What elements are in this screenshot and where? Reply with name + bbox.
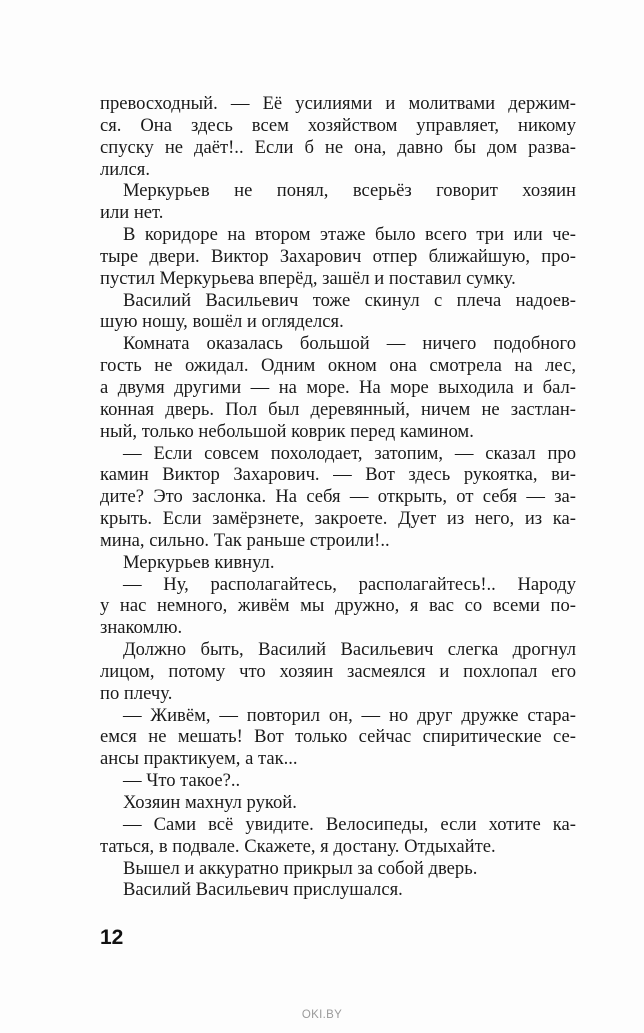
text-line: Должно быть, Василий Васильевич слегка дрогнул	[123, 639, 576, 661]
text-line: Меркурьев кивнул.	[123, 551, 275, 573]
text-line: — Ну, располагайтесь, располагайтесь!.. Народу	[123, 573, 576, 595]
body-text	[100, 93, 576, 901]
text-line: емся не мешать! Вот только сейчас спиритические се-	[100, 726, 576, 748]
text-line: В коридоре на втором этаже было всего три или че-	[123, 224, 576, 246]
text-line: превосходный. — Её усилиями и молитвами держим-	[100, 93, 576, 114]
text-line: ансы практикуем, а так...	[100, 748, 298, 770]
text-line: таться, в подвале. Скажете, я достану. Отдыхайте.	[100, 835, 496, 857]
text-line: гость не ожидал. Одним окном она смотрела на лес,	[100, 355, 576, 377]
text-line: а двумя другими — на море. На море выходила и бал-	[100, 376, 576, 398]
text-line: Комната оказалась большой — ничего подобного	[123, 333, 576, 355]
text-line: конная дверь. Пол был деревянный, ничем не застлан-	[100, 398, 576, 420]
text-line: лился.	[100, 158, 150, 180]
text-line: Меркурьев не понял, всерьёз говорит хозяин	[123, 180, 576, 202]
text-line: — Живём, — повторил он, — но друг дружке стара-	[123, 704, 576, 726]
text-line: — Если совсем похолодает, затопим, — сказал про	[123, 442, 576, 464]
page-number: 12	[100, 926, 124, 949]
text-line: — Сами всё увидите. Велосипеды, если хотите ка-	[123, 813, 576, 835]
text-line: пустил Меркурьева вперёд, зашёл и поставил сумку.	[100, 267, 516, 289]
text-line: ный, только небольшой коврик перед камином.	[100, 420, 474, 442]
text-line: Вышел и аккуратно прикрыл за собой дверь.	[123, 857, 478, 879]
text-line: знакомлю.	[100, 617, 183, 639]
text-line: или нет.	[100, 202, 164, 224]
text-line: ся. Она здесь всем хозяйством управляет, никому	[100, 114, 576, 136]
text-line: камин Виктор Захарович. — Вот здесь рукоятка, ви-	[100, 464, 576, 486]
text-line: у нас немного, живём мы дружно, я вас со всеми по-	[100, 595, 576, 617]
text-line: — Что такое?..	[123, 770, 241, 792]
text-line: спуску не даёт!.. Если б не она, давно бы дом разва-	[100, 136, 576, 158]
text-line: шую ношу, вошёл и огляделся.	[100, 311, 344, 333]
text-line: дите? Это заслонка. На себя — открыть, от себя — за-	[100, 486, 576, 508]
text-line: Василий Васильевич прислушался.	[123, 879, 403, 901]
text-line: крыть. Если замёрзнете, закроете. Дует из него, из ка-	[100, 508, 576, 530]
text-line: мина, сильно. Так раньше строили!..	[100, 529, 390, 551]
text-line: лицом, потому что хозяин засмеялся и похлопал его	[100, 660, 576, 682]
text-line: Хозяин махнул рукой.	[123, 792, 297, 813]
text-line: по плечу.	[100, 682, 173, 704]
watermark: OKI.BY	[301, 1009, 343, 1021]
text-line: Василий Васильевич тоже скинул с плеча надоев-	[123, 289, 576, 311]
text-line: тыре двери. Виктор Захарович отпер ближайшую, про-	[100, 245, 576, 267]
